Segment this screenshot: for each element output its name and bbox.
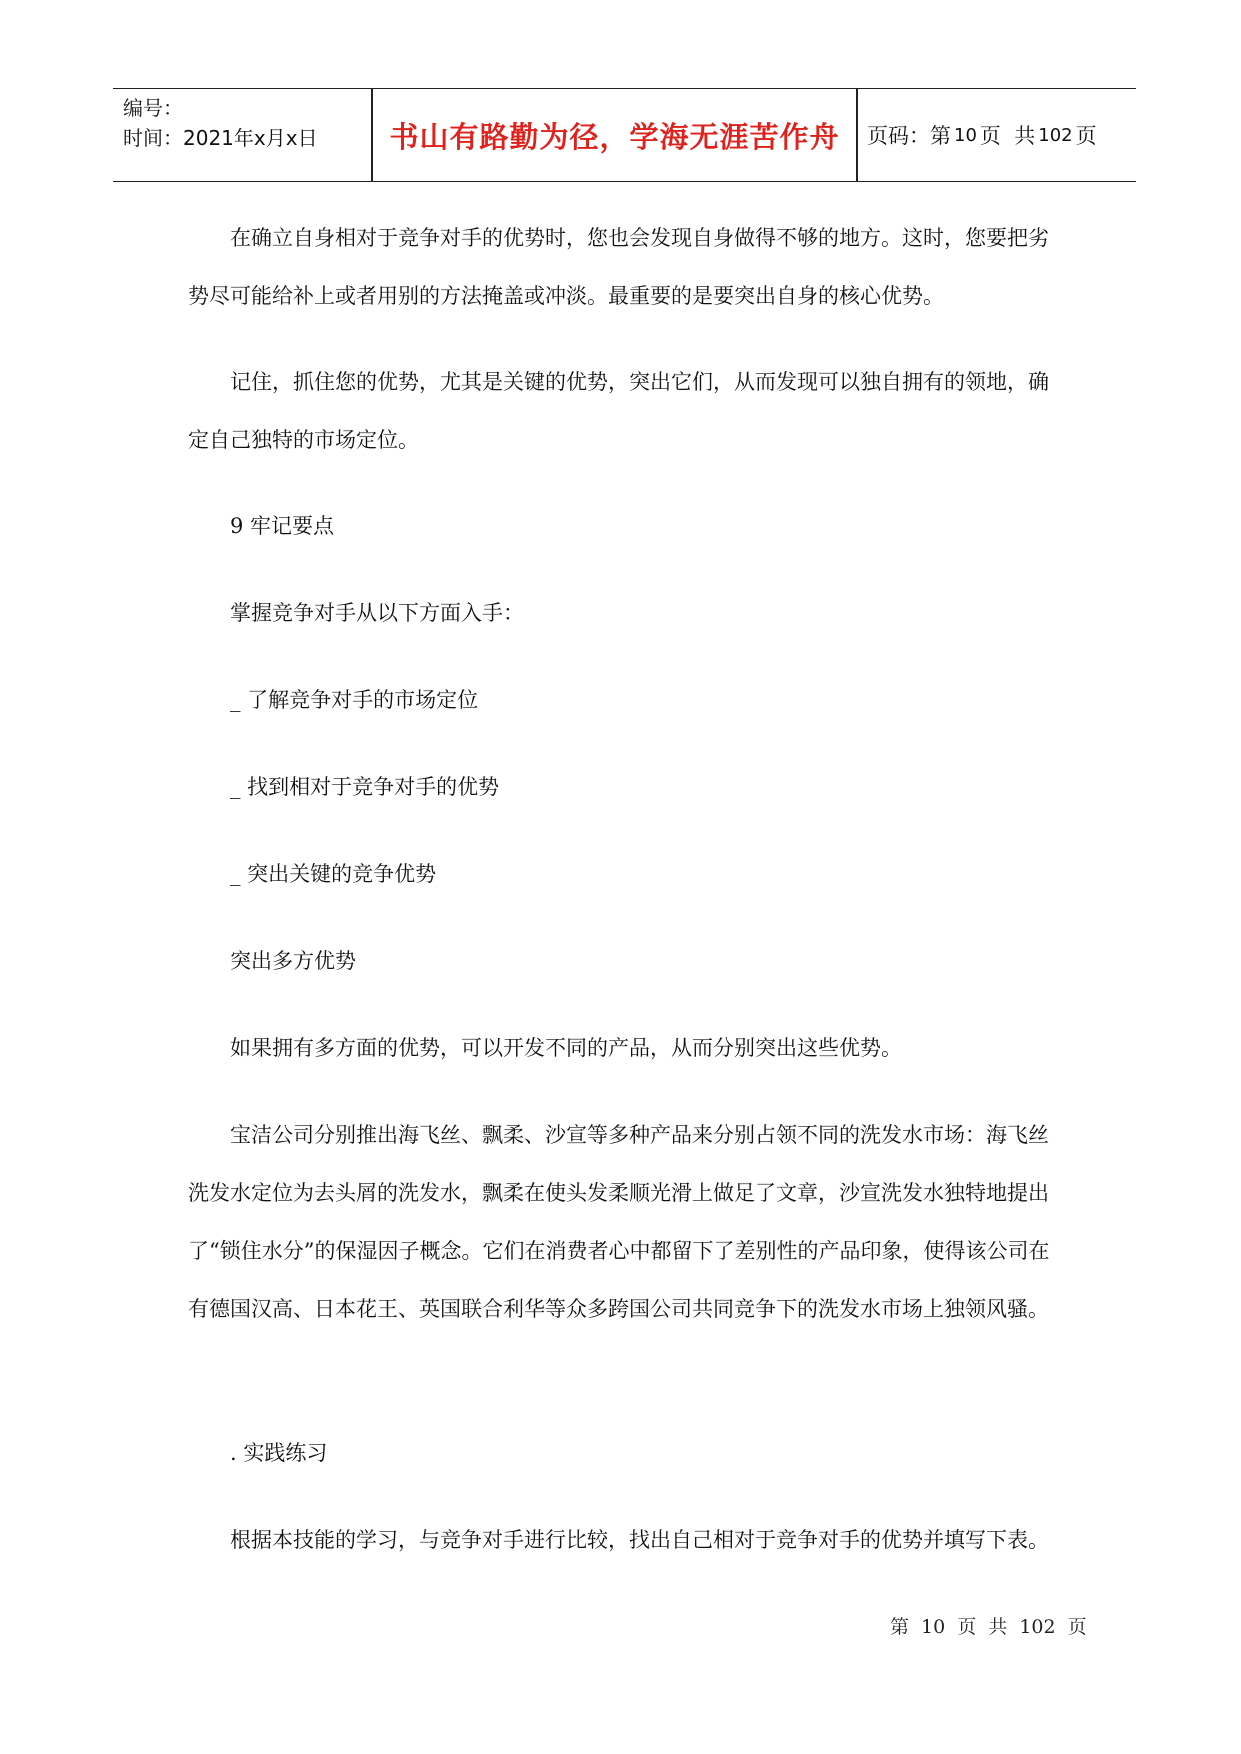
- page-footer: 第 10 页 共 102 页: [890, 1616, 1087, 1638]
- page-current: 10: [954, 124, 977, 146]
- document-date: 时间：2021年x月x日: [123, 126, 318, 150]
- section-heading: 9 牢记要点: [230, 514, 335, 538]
- paragraph: 如果拥有多方面的优势，可以开发不同的产品，从而分别突出这些优势。: [230, 1036, 902, 1060]
- page-header: [113, 88, 1136, 182]
- paragraph: 宝洁公司分别推出海飞丝、飘柔、沙宣等多种产品来分别占领不同的洗发水市场：海飞丝洗发水定位为去头屑的洗发水，飘柔在使头发柔顺光滑上做足了文章，沙宣洗发水独特地提出了“锁住水分”的保湿因子概念。它们在消费者心中都留下了差别性的产品印象，使得该公司在有德国汉高、日本花王、英国联合利华等众多跨国公司共同竞争下的洗发水市场上独领风骚。: [188, 1123, 1050, 1321]
- page-prefix: 页码：第: [867, 124, 951, 148]
- section-heading: 突出多方优势: [230, 949, 356, 973]
- page-mid: 页 共: [979, 124, 1036, 148]
- header-motto: 书山有路勤为径，学海无涯苦作舟: [389, 119, 840, 154]
- bullet-item: _ 找到相对于竞争对手的优势: [230, 775, 500, 799]
- bullet-item: _ 了解竞争对手的市场定位: [230, 688, 479, 712]
- header-page-number: [867, 89, 1097, 181]
- paragraph: 在确立自身相对于竞争对手的优势时，您也会发现自身做得不够的地方。这时，您要把劣势尽可能给补上或者用别的方法掩盖或冲淡。最重要的是要突出自身的核心优势。: [188, 226, 1049, 308]
- document-number-label: 编号：: [123, 96, 183, 120]
- page-total: 102: [1038, 124, 1073, 146]
- header-info: [123, 93, 318, 153]
- page-suffix: 页: [1075, 124, 1097, 148]
- header-divider: [856, 89, 858, 181]
- paragraph: 掌握竞争对手从以下方面入手：: [230, 601, 524, 625]
- section-heading: . 实践练习: [230, 1441, 328, 1465]
- paragraph: 记住，抓住您的优势，尤其是关键的优势，突出它们，从而发现可以独自拥有的领地，确定自己独特的市场定位。: [188, 370, 1049, 452]
- paragraph: 根据本技能的学习，与竞争对手进行比较，找出自己相对于竞争对手的优势并填写下表。: [230, 1528, 1049, 1552]
- bullet-item: _ 突出关键的竞争优势: [230, 862, 437, 886]
